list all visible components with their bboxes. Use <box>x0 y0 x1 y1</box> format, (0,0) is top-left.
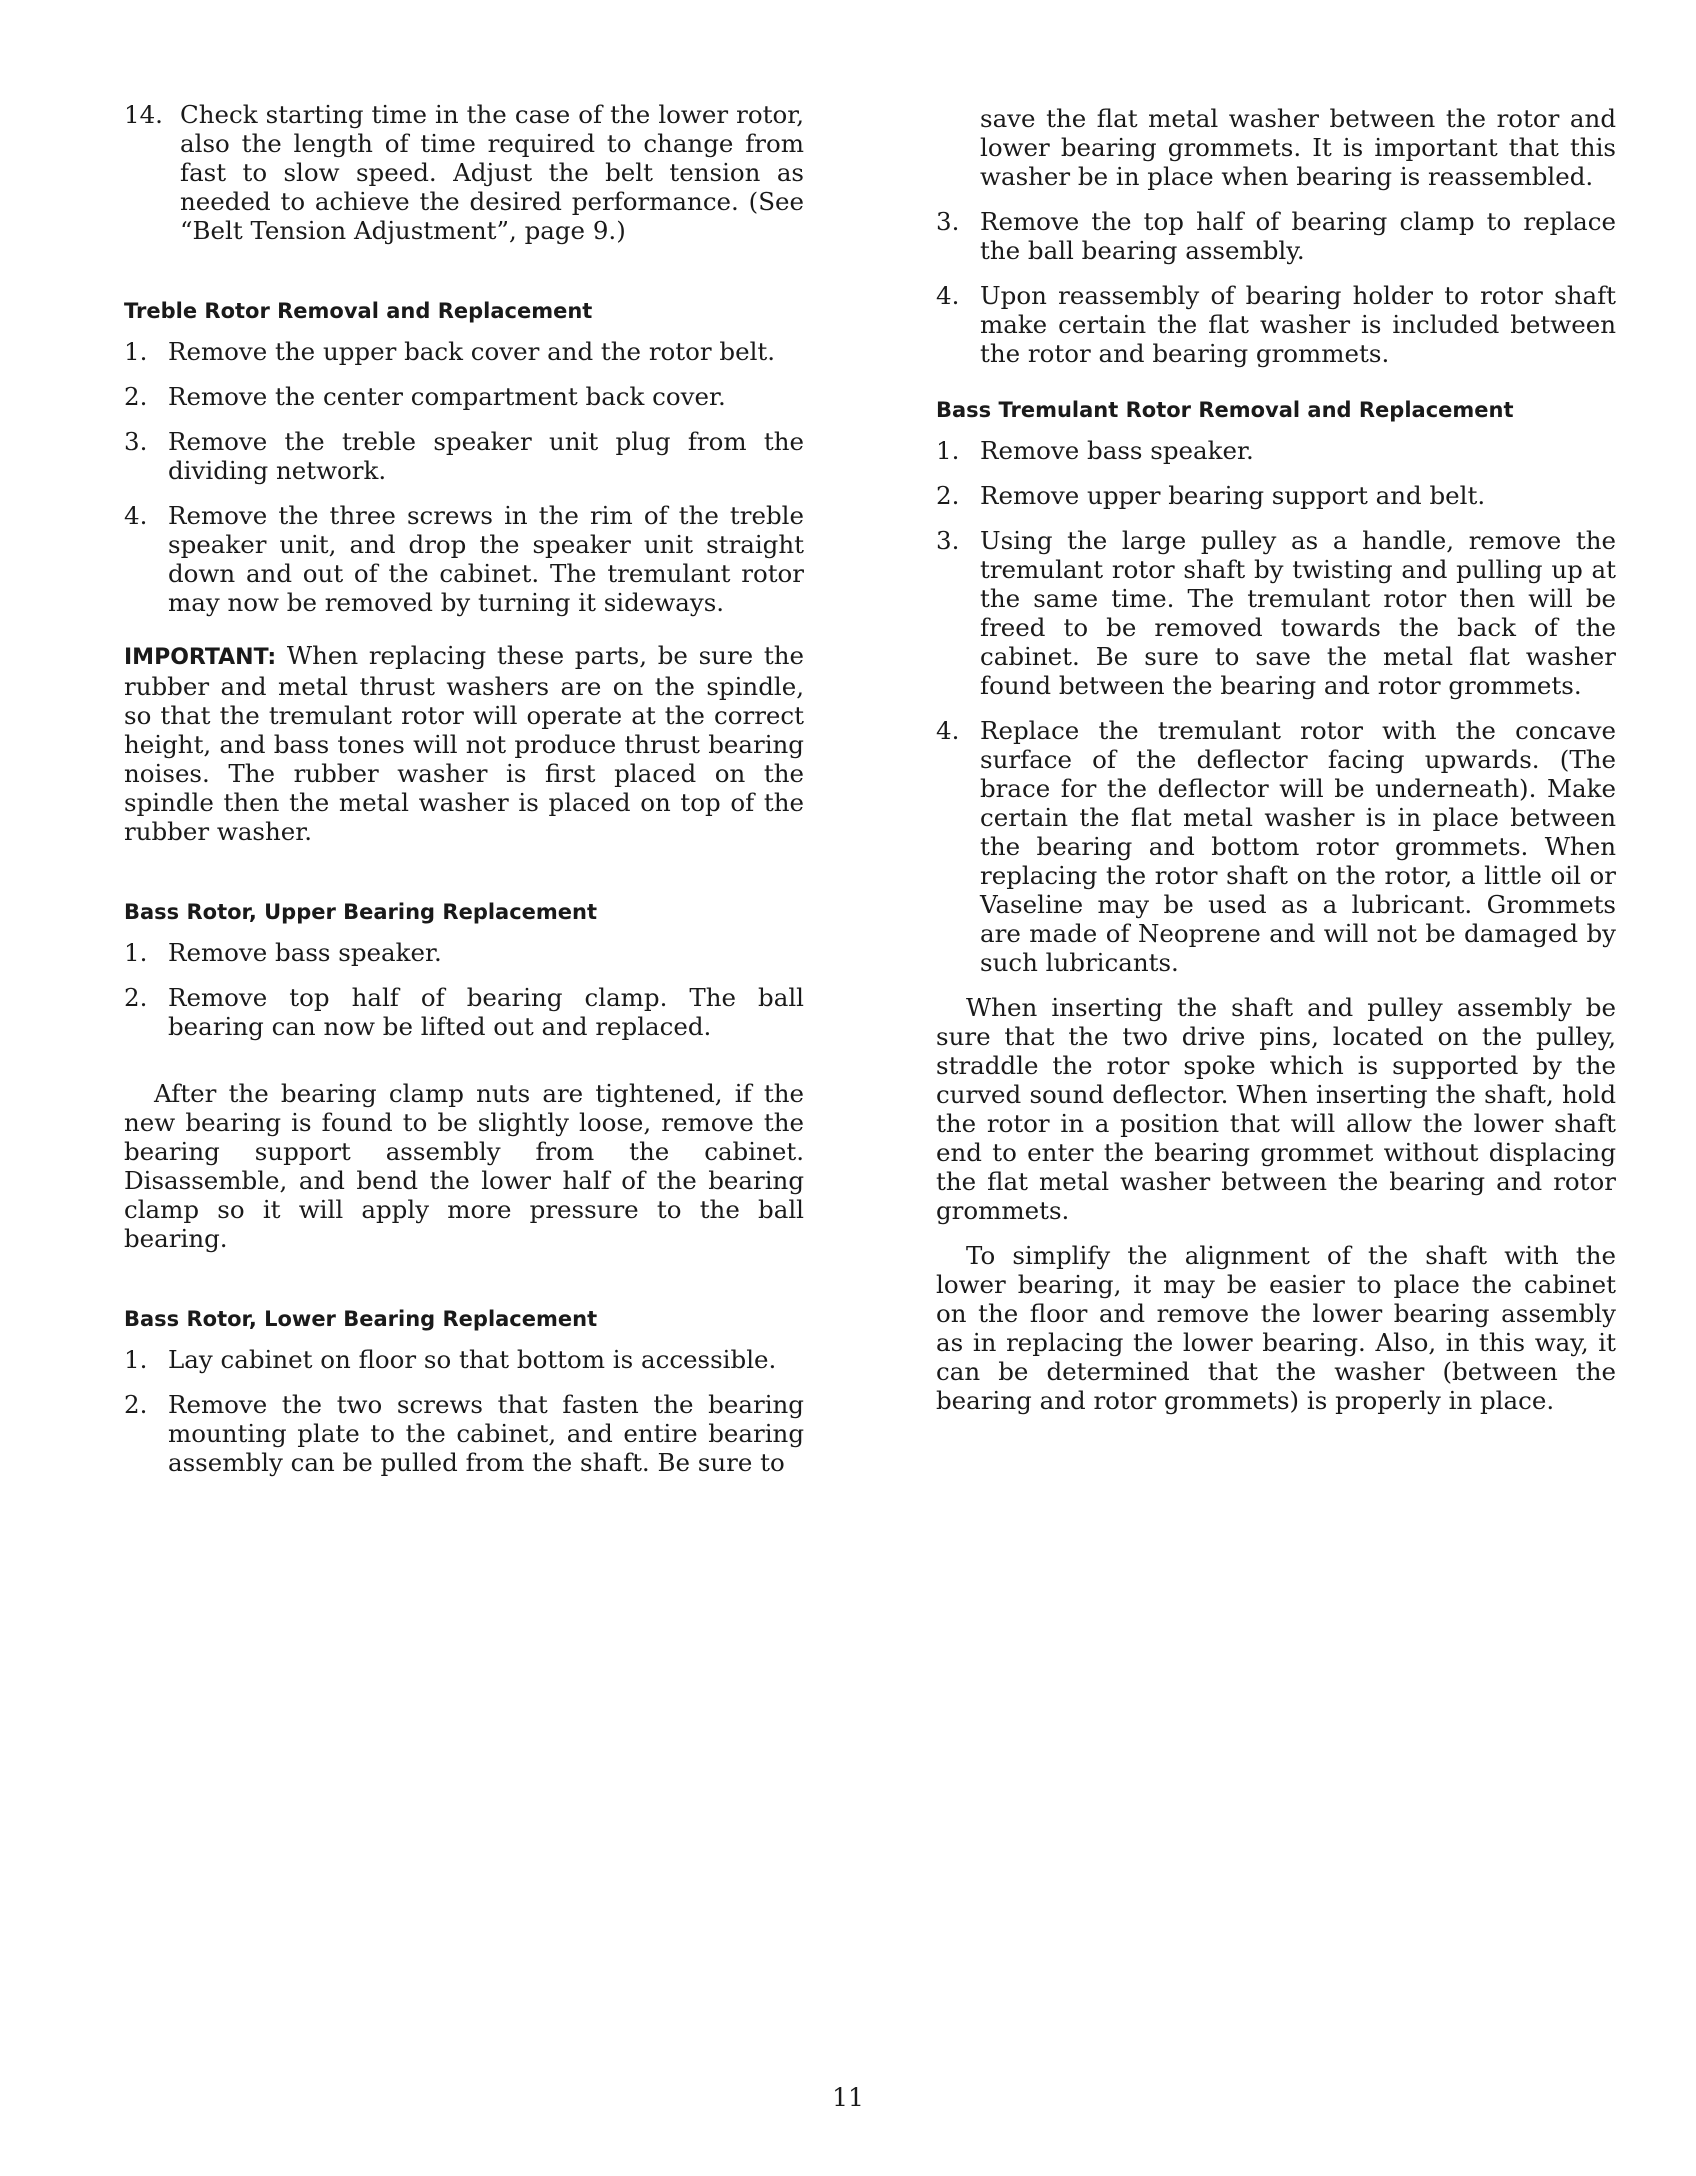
step-number: 2. <box>936 481 960 510</box>
list-item <box>124 337 804 366</box>
step-number: 1. <box>124 938 148 967</box>
step-text: Lay cabinet on floor so that bottom is accessible. <box>168 1345 777 1374</box>
step-text: Remove bass speaker. <box>980 436 1254 465</box>
list-item <box>124 382 804 411</box>
list-item <box>124 1345 804 1374</box>
step-text: Upon reassembly of bearing holder to rotor shaft make certain the flat washer is included between the rotor and bearing grommets. <box>980 281 1616 368</box>
step-text: Remove the top half of bearing clamp to replace the ball bearing assembly. <box>980 207 1616 265</box>
left-column <box>124 100 804 1493</box>
step-number: 3. <box>124 427 148 456</box>
step-text: Using the large pulley as a handle, remove the tremulant rotor shaft by twisting and pulling up at the same time. The tremulant rotor then will be freed to be removed towards the back of the cabinet. Be sure to save the metal flat washer found between the bearing and rotor grommets. <box>980 526 1616 700</box>
list-item <box>124 100 804 245</box>
paragraph: After the bearing clamp nuts are tightened, if the new bearing is found to be slightly loose, remove the bearing support assembly from the cabinet. Disassemble, and bend the lower half of the bearing clamp so it will apply more pressure to the ball bearing. <box>124 1079 804 1253</box>
step-number: 1. <box>124 337 148 366</box>
list-item <box>936 436 1616 465</box>
section-heading-treble-rotor: Treble Rotor Removal and Replacement <box>124 299 593 323</box>
step-text: Remove the treble speaker unit plug from the dividing network. <box>168 427 804 485</box>
step-text: Remove the center compartment back cover. <box>168 382 726 411</box>
list-item <box>936 526 1616 700</box>
list-item <box>124 983 804 1041</box>
important-note <box>124 641 804 846</box>
step-text: Remove the two screws that fasten the bearing mounting plate to the cabinet, and entire bearing assembly can be pulled from the shaft. Be sure to <box>168 1390 804 1477</box>
list-item <box>936 716 1616 977</box>
step-number: 1. <box>124 1345 148 1374</box>
step-number: 4. <box>936 281 960 310</box>
list-item <box>936 281 1616 368</box>
step-text: Remove top half of bearing clamp. The ball bearing can now be lifted out and replaced. <box>168 983 804 1041</box>
list-item <box>936 207 1616 265</box>
step-text: Remove the three screws in the rim of the treble speaker unit, and drop the speaker unit straight down and out of the cabinet. The tremulant rotor may now be removed by turning it sideways. <box>168 501 804 617</box>
step-number: 14. <box>124 100 163 129</box>
paragraph: When inserting the shaft and pulley assembly be sure that the two drive pins, located on the pulley, straddle the rotor spoke which is supported by the curved sound deflector. When inserting the shaft, hold the rotor in a position that will allow the lower shaft end to enter the bearing grommet without displacing the flat metal washer between the bearing and rotor grommets. <box>936 993 1616 1225</box>
section-heading-bass-tremulant-rotor: Bass Tremulant Rotor Removal and Replacement <box>936 398 1514 422</box>
step-text: Remove the upper back cover and the rotor belt. <box>168 337 776 366</box>
step-number: 2. <box>124 382 148 411</box>
page-number: 11 <box>832 2083 864 2112</box>
list-item <box>936 481 1616 510</box>
step-number: 2. <box>124 983 148 1012</box>
section-heading-bass-upper-bearing: Bass Rotor, Upper Bearing Replacement <box>124 900 598 924</box>
list-item <box>124 501 804 617</box>
step-text: Remove upper bearing support and belt. <box>980 481 1486 510</box>
list-item <box>124 427 804 485</box>
important-text: When replacing these parts, be sure the rubber and metal thrust washers are on the spindle, so that the tremulant rotor will operate at the correct height, and bass tones will not produce thrust bearing noises. The rubber washer is first placed on the spindle then the metal washer is placed on top of the rubber washer. <box>124 641 804 846</box>
step-number: 2. <box>124 1390 148 1419</box>
important-label: IMPORTANT: <box>124 645 277 670</box>
step-number: 3. <box>936 207 960 236</box>
step-number: 4. <box>936 716 960 745</box>
paragraph: To simplify the alignment of the shaft with the lower bearing, it may be easier to place the cabinet on the floor and remove the lower bearing assembly as in replacing the lower bearing. Also, in this way, it can be determined that the washer (between the bearing and rotor grommets) is properly in place. <box>936 1241 1616 1415</box>
continued-text: save the flat metal washer between the rotor and lower bearing grommets. It is important that this washer be in place when bearing is reassembled. <box>980 104 1616 191</box>
step-number: 1. <box>936 436 960 465</box>
step-number: 3. <box>936 526 960 555</box>
right-column <box>936 104 1616 1431</box>
step-text: Remove bass speaker. <box>168 938 442 967</box>
list-item <box>124 1390 804 1477</box>
section-heading-bass-lower-bearing: Bass Rotor, Lower Bearing Replacement <box>124 1307 598 1331</box>
step-text: Check starting time in the case of the lower rotor, also the length of time required to change from fast to slow speed. Adjust the belt tension as needed to achieve the desired performance. (See “Belt Tension Adjustment”, page 9.) <box>180 100 804 245</box>
step-number: 4. <box>124 501 148 530</box>
step-text: Replace the tremulant rotor with the concave surface of the deflector facing upwards. (The brace for the deflector will be underneath). Make certain the flat metal washer is in place between the bearing and bottom rotor grommets. When replacing the rotor shaft on the rotor, a little oil or Vaseline may be used as a lubricant. Grommets are made of Neoprene and will not be damaged by such lubricants. <box>980 716 1616 977</box>
list-item <box>124 938 804 967</box>
